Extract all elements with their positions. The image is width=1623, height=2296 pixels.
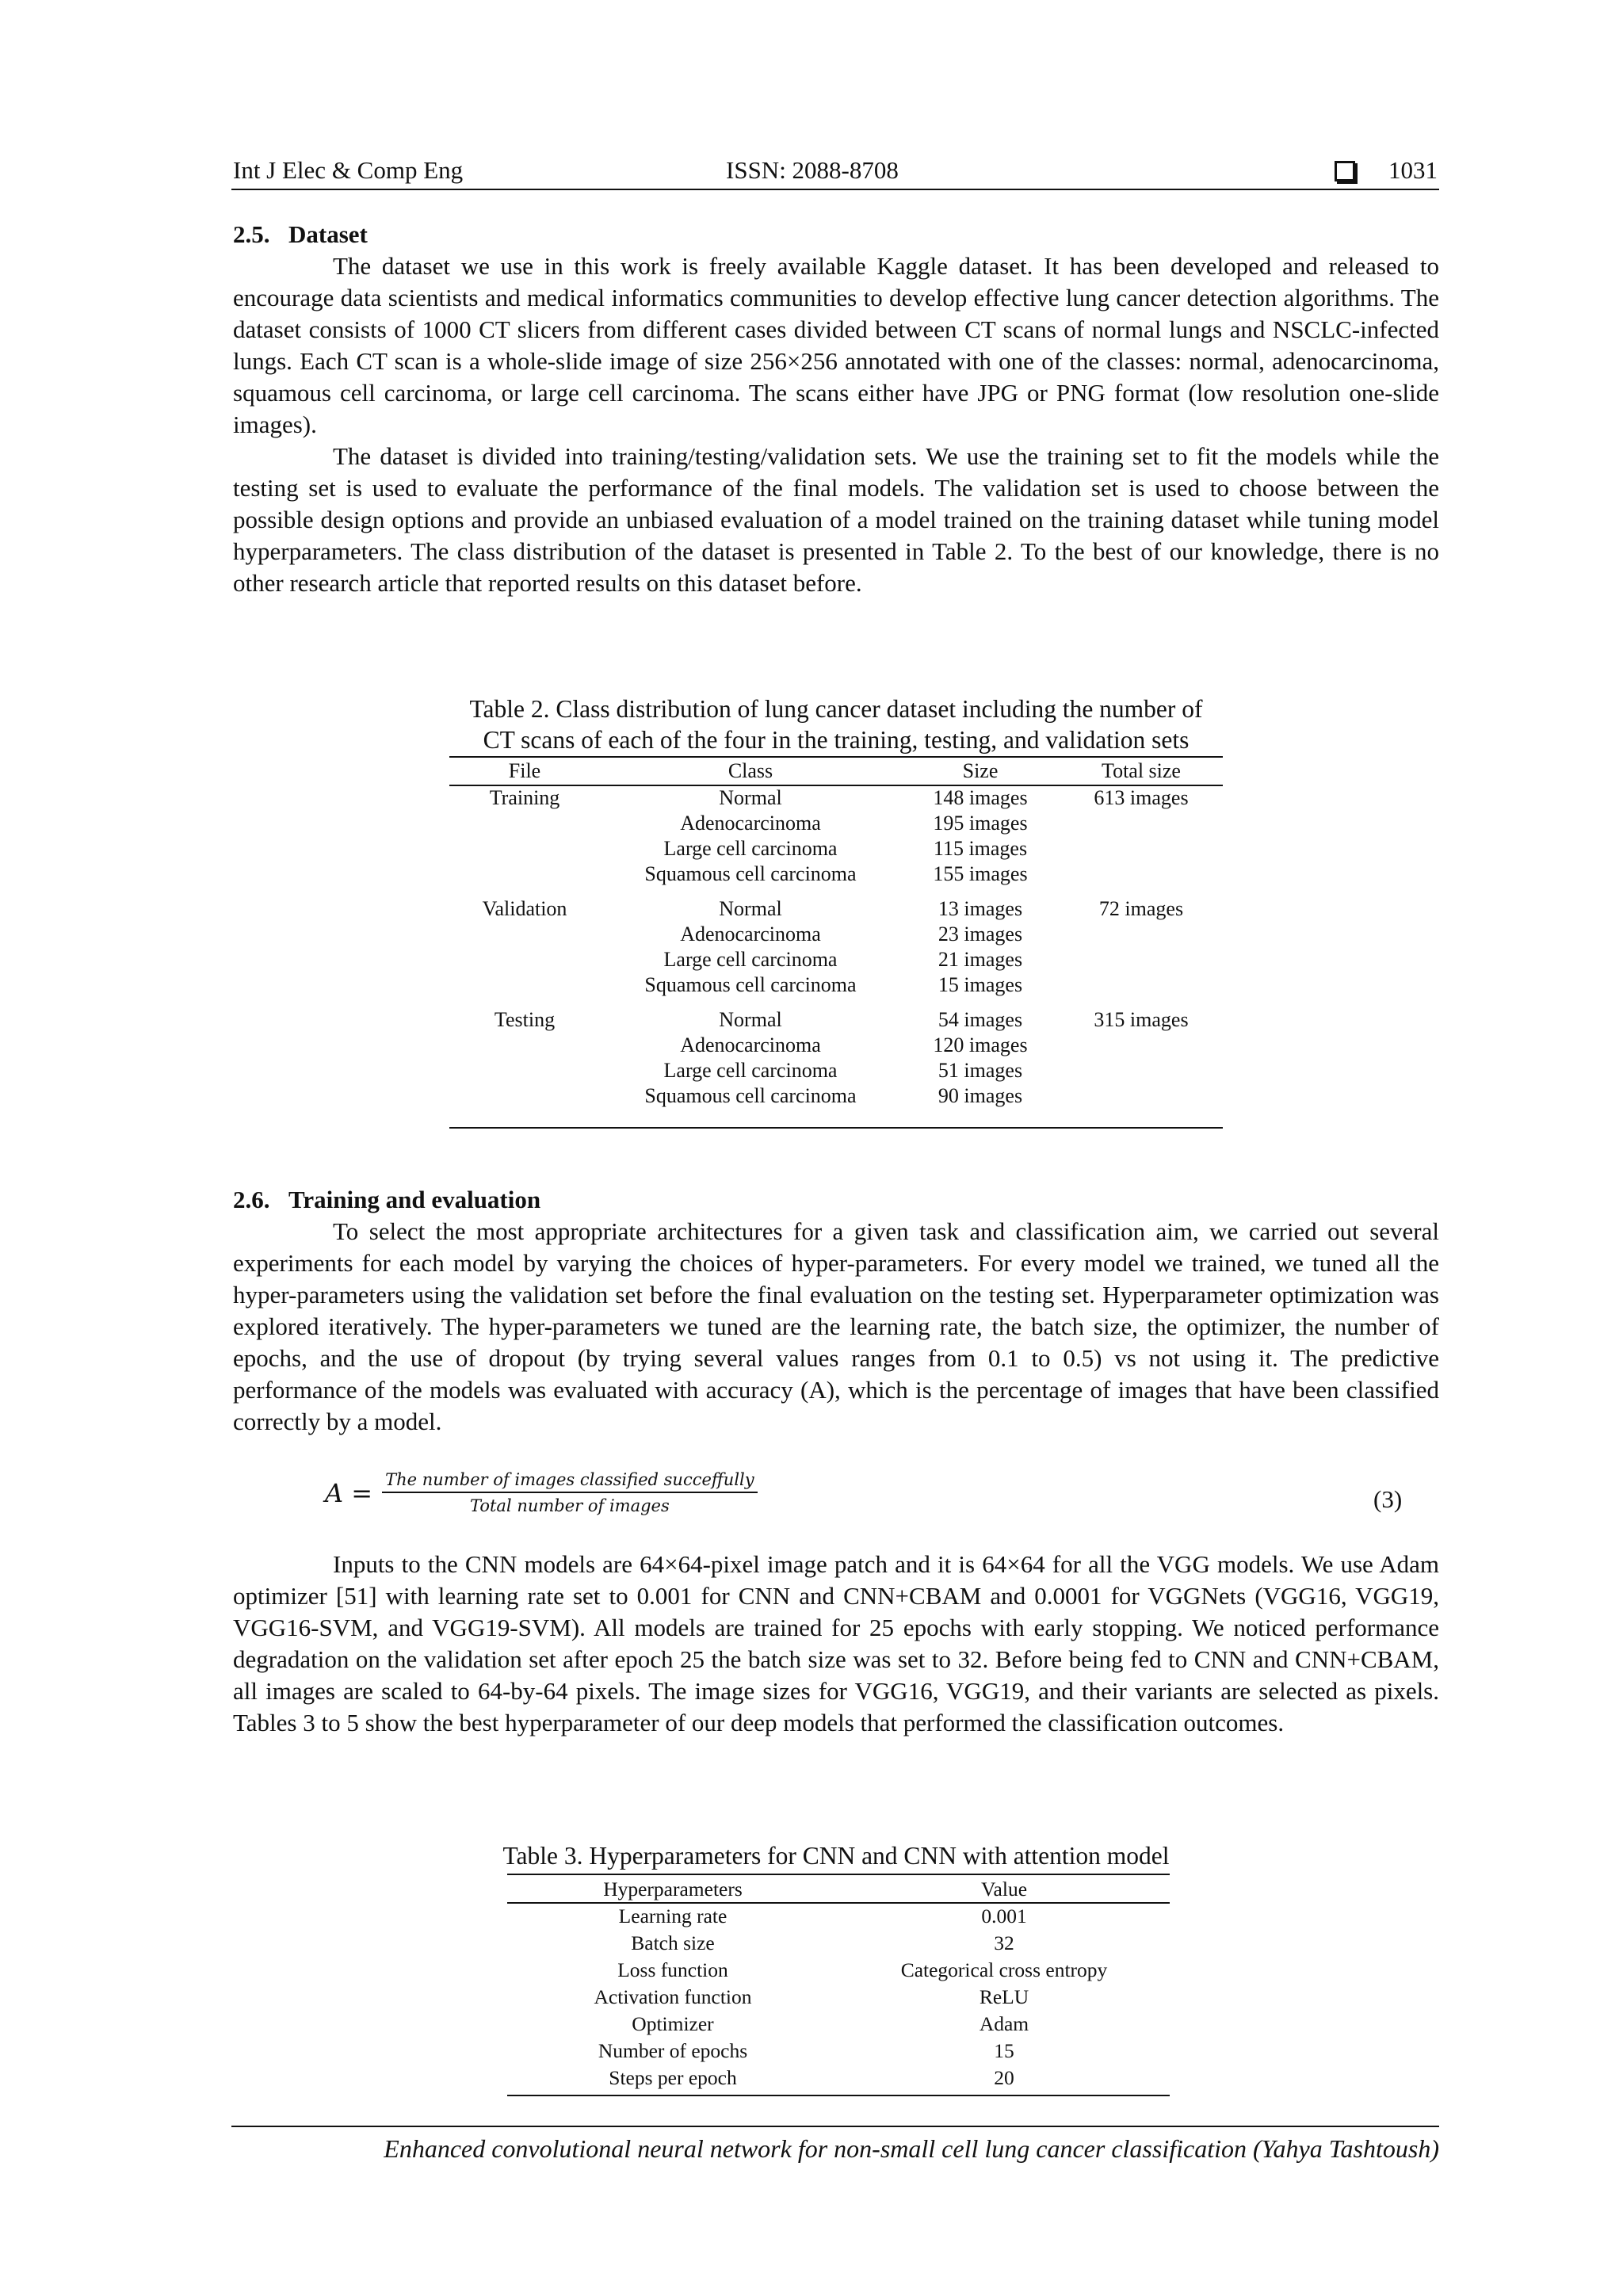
table-header-row xyxy=(449,757,1223,785)
total-size-cell xyxy=(1060,1083,1223,1109)
table3 xyxy=(507,1876,1170,2092)
file-cell xyxy=(449,1058,600,1083)
page-number: 1031 xyxy=(1388,156,1438,184)
section-title: Training and evaluation xyxy=(288,1186,541,1213)
value-cell: 15 xyxy=(994,2039,1014,2062)
column-header: Total size xyxy=(1102,759,1181,782)
value-cell: 20 xyxy=(994,2066,1014,2089)
hyperparameter-cell: Batch size xyxy=(631,1931,715,1954)
file-cell xyxy=(449,1083,600,1109)
column-header: File xyxy=(508,759,541,782)
total-size-cell xyxy=(1060,1058,1223,1083)
value-cell: Categorical cross entropy xyxy=(900,1958,1108,1981)
column-header: Class xyxy=(727,759,773,782)
file-cell: Testing xyxy=(494,1008,556,1031)
value-cell: ReLU xyxy=(979,1985,1029,2008)
table3-header-rule xyxy=(507,1902,1170,1904)
checkbox-square-icon xyxy=(1335,161,1355,181)
table2-header-rule xyxy=(449,785,1223,786)
table-row xyxy=(449,947,1223,972)
paragraph-text: The dataset is divided into training/testing/validation sets. We use the training set to fit the models while the testing set is used to evaluate the performance of the final models. The validation set is used to choose between the possible design options and provide an unbiased evaluation of a model trained on the training dataset while tuning model hyperparameters. The class distribution of the dataset is presented in Table 2. To the best of our knowledge, there is no other research article that reported results on this dataset before. xyxy=(233,442,1439,597)
table3-top-rule xyxy=(507,1874,1170,1875)
class-cell: Large cell carcinoma xyxy=(663,948,838,971)
issn: ISSN: 2088-8708 xyxy=(726,156,899,184)
running-footer: Enhanced convolutional neural network for non-small cell lung cancer classification (Yahya Tashtoush) xyxy=(384,2134,1439,2163)
paragraph-text: Inputs to the CNN models are 64×64-pixel image patch and it is 64×64 for all the VGG models. We use Adam optimizer [51] with learning rate set to 0.001 for CNN and CNN+CBAM and 0.0001 for VGGNets (VGG16, VGG19, VGG16-SVM, and VGG19-SVM). All models are trained for 25 epochs with early stopping. We noticed performance degradation on the validation set after epoch 25 the batch size was set to 32. Before being fed to CNN and CNN+CBAM, all images are scaled to 64-by-64 pixels. The image sizes for VGG16, VGG19, and their variants are selected as pixels. Tables 3 to 5 show the best hyperparameter of our deep models that performed the classification outcomes. xyxy=(233,1550,1439,1736)
file-cell xyxy=(449,861,600,887)
file-cell xyxy=(449,1033,600,1058)
size-cell: 21 images xyxy=(938,948,1023,971)
equation-denominator: Total number of images xyxy=(469,1496,670,1515)
total-size-cell xyxy=(1060,972,1223,998)
size-cell: 120 images xyxy=(933,1033,1028,1056)
hyperparameter-cell: Learning rate xyxy=(618,1904,727,1927)
header-rule xyxy=(231,189,1439,190)
journal-name: Int J Elec & Comp Eng xyxy=(233,156,464,184)
file-cell: Validation xyxy=(482,897,567,920)
file-cell xyxy=(449,922,600,947)
paragraph-text: The dataset we use in this work is freely available Kaggle dataset. It has been developed and released to encourage data scientists and medical informatics communities to develop effective lung cancer detection algorithms. The dataset consists of 1000 CT slicers from different cases divided between CT scans of normal lungs and NSCLC-infected lungs. Each CT scan is a whole-slide image of size 256×256 annotated with one of the classes: normal, adenocarcinoma, squamous cell carcinoma, or large cell carcinoma. The scans either have JPG or PNG format (low resolution one-slide images). xyxy=(233,252,1439,438)
hyperparameter-cell: Optimizer xyxy=(632,2012,714,2035)
table-row xyxy=(507,1957,1170,1984)
hyperparameter-cell: Activation function xyxy=(594,1985,752,2008)
table2-caption-line2: CT scans of each of the four in the training, testing, and validation sets xyxy=(483,726,1190,754)
table2 xyxy=(449,757,1223,1109)
column-header: Hyperparameters xyxy=(603,1878,743,1901)
table-row xyxy=(507,1984,1170,2011)
column-header: Value xyxy=(980,1878,1028,1901)
group-spacer xyxy=(449,998,1223,1007)
class-cell: Normal xyxy=(719,1008,782,1031)
value-cell: Adam xyxy=(979,2012,1029,2035)
training-paragraph-1 xyxy=(233,1216,1439,1438)
table-row xyxy=(449,836,1223,861)
footer-rule xyxy=(231,2126,1439,2127)
table3-body xyxy=(507,1903,1170,2092)
file-cell: Training xyxy=(489,786,560,809)
table2-caption-line1: Table 2. Class distribution of lung cancer dataset including the number of xyxy=(469,695,1203,723)
value-cell: 32 xyxy=(994,1931,1014,1954)
table3-caption: Table 3. Hyperparameters for CNN and CNN with attention model xyxy=(502,1842,1170,1870)
total-size-cell xyxy=(1060,836,1223,861)
table-row xyxy=(507,2011,1170,2038)
table-row xyxy=(449,861,1223,887)
section-number: 2.5. xyxy=(233,220,270,248)
equation-numerator: The number of images classified succeffully xyxy=(382,1470,758,1493)
file-cell xyxy=(449,972,600,998)
dataset-paragraph-2 xyxy=(233,441,1439,599)
total-size-cell: 613 images xyxy=(1094,786,1189,809)
section-number: 2.6. xyxy=(233,1186,270,1213)
file-cell xyxy=(449,811,600,836)
column-header: Size xyxy=(962,759,999,782)
dataset-paragraph-1 xyxy=(233,250,1439,441)
size-cell: 115 images xyxy=(933,837,1028,860)
table-row xyxy=(449,896,1223,922)
total-size-cell xyxy=(1060,922,1223,947)
table-row xyxy=(507,1930,1170,1957)
value-cell: 0.001 xyxy=(981,1904,1027,1927)
class-cell: Squamous cell carcinoma xyxy=(644,973,857,996)
total-size-cell xyxy=(1060,1033,1223,1058)
size-cell: 195 images xyxy=(933,812,1028,835)
table-header-row xyxy=(507,1876,1170,1903)
header-right xyxy=(1335,155,1438,186)
table2-body xyxy=(449,785,1223,1109)
size-cell: 15 images xyxy=(938,973,1023,996)
section-title: Dataset xyxy=(288,220,368,248)
equation-accuracy xyxy=(325,1470,758,1515)
size-cell: 13 images xyxy=(938,897,1023,920)
table-row xyxy=(449,1033,1223,1058)
total-size-cell xyxy=(1060,861,1223,887)
equation-number: (3) xyxy=(1373,1485,1403,1513)
total-size-cell: 315 images xyxy=(1094,1008,1189,1031)
size-cell: 23 images xyxy=(938,923,1023,946)
size-cell: 51 images xyxy=(938,1059,1023,1082)
class-cell: Adenocarcinoma xyxy=(680,1033,821,1056)
size-cell: 155 images xyxy=(933,862,1028,885)
class-cell: Normal xyxy=(719,786,782,809)
size-cell: 148 images xyxy=(933,786,1028,809)
table2-bottom-rule xyxy=(449,1127,1223,1129)
section-heading-dataset xyxy=(233,219,368,250)
table-row xyxy=(449,922,1223,947)
table-row xyxy=(449,1058,1223,1083)
group-spacer xyxy=(449,887,1223,896)
class-cell: Large cell carcinoma xyxy=(663,1059,838,1082)
table-row xyxy=(449,1083,1223,1109)
class-cell: Squamous cell carcinoma xyxy=(644,1084,857,1107)
table-row xyxy=(507,1903,1170,1930)
class-cell: Adenocarcinoma xyxy=(680,923,821,946)
table3-bottom-rule xyxy=(507,2095,1170,2096)
hyperparameter-cell: Number of epochs xyxy=(598,2039,748,2062)
table-row xyxy=(449,785,1223,811)
class-cell: Squamous cell carcinoma xyxy=(644,862,857,885)
equation-fraction xyxy=(382,1470,758,1515)
table-row xyxy=(449,972,1223,998)
size-cell: 54 images xyxy=(938,1008,1023,1031)
total-size-cell xyxy=(1060,947,1223,972)
table-row xyxy=(507,2038,1170,2065)
paragraph-text: To select the most appropriate architectures for a given task and classification aim, we carried out several experiments for each model by varying the choices of hyper-parameters. For every model we trained, we tuned all the hyper-parameters using the validation set before the final evaluation on the testing set. Hyperparameter optimization was explored iteratively. The hyper-parameters we tuned are the learning rate, the batch size, the optimizer, the number of epochs, and the use of dropout (by trying several values ranges from 0.1 to 0.5) vs not using it. The predictive performance of the models was evaluated with accuracy (A), which is the percentage of images that have been classified correctly by a model. xyxy=(233,1217,1439,1435)
total-size-cell: 72 images xyxy=(1098,897,1184,920)
total-size-cell xyxy=(1060,811,1223,836)
class-cell: Adenocarcinoma xyxy=(680,812,821,835)
section-heading-training xyxy=(233,1184,540,1216)
table-row xyxy=(449,1007,1223,1033)
file-cell xyxy=(449,836,600,861)
file-cell xyxy=(449,947,600,972)
hyperparameter-cell: Loss function xyxy=(617,1958,728,1981)
class-cell: Large cell carcinoma xyxy=(663,837,838,860)
size-cell: 90 images xyxy=(938,1084,1023,1107)
hyperparameter-cell: Steps per epoch xyxy=(609,2066,737,2089)
table-row xyxy=(449,811,1223,836)
class-cell: Normal xyxy=(719,897,782,920)
equation-lhs: A = xyxy=(325,1477,373,1508)
table-row xyxy=(507,2065,1170,2092)
training-paragraph-2 xyxy=(233,1549,1439,1739)
